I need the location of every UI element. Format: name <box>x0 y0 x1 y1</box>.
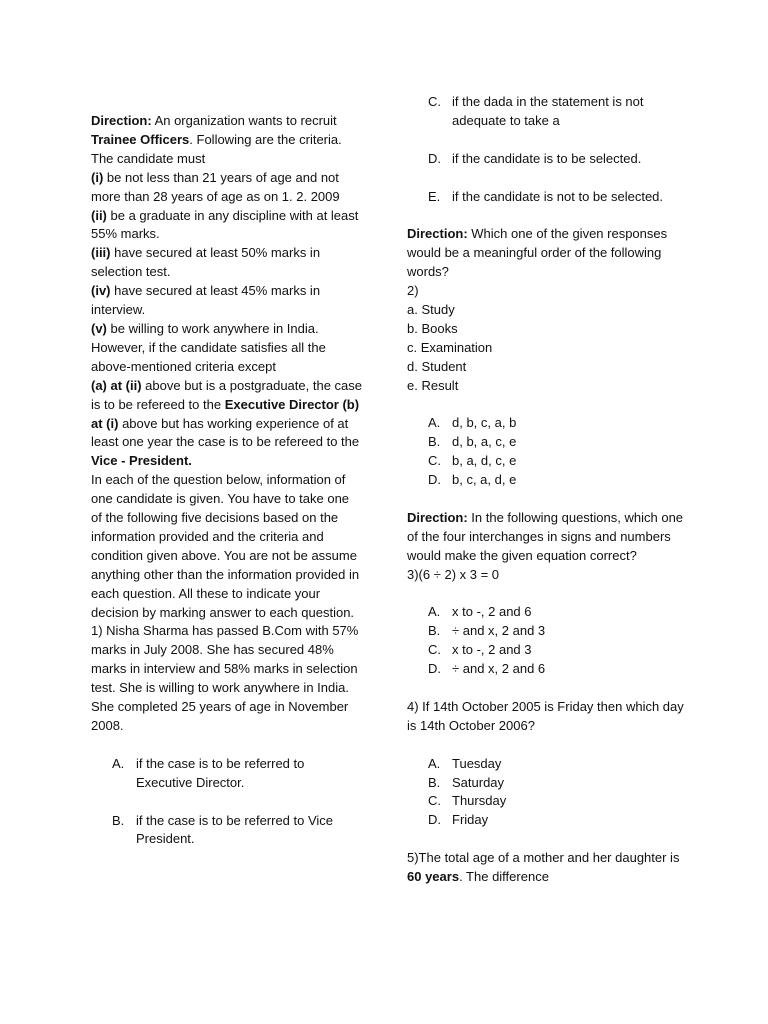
criterion-item: (ii) be a graduate in any discipline with at least 55% marks. <box>91 207 359 242</box>
word-item: c. Examination <box>407 339 493 355</box>
option-item: D. ÷ and x, 2 and 6 <box>428 661 546 677</box>
option-item: B. if the case is to be referred to Vice President. <box>112 812 334 847</box>
option-item: C. Thursday <box>428 793 507 809</box>
exception-paragraph: (a) at (ii) above but is a postgraduate, the case is to be refereed to the Executive Director (b) at (i) above but has working experience of at least one year the case is to be refereed to the Vice - President. <box>91 377 362 469</box>
option-item: B. d, b, a, c, e <box>428 434 517 450</box>
q4-options <box>407 755 687 831</box>
word-item: b. Books <box>407 320 458 336</box>
criterion-item: (i) be not less than 21 years of age and not more than 28 years of age as on 1. 2. 2009 <box>91 169 340 204</box>
direction-paragraph: Direction: An organization wants to recruit Trainee Officers. Following are the criteria. <box>91 113 342 147</box>
question-5: 5)The total age of a mother and her daughter is 60 years. The difference <box>407 850 680 885</box>
direction-paragraph-2: Direction: Which one of the given responses would be a meaningful order of the following words? <box>407 226 668 280</box>
word-item: a. Study <box>407 301 455 317</box>
q2-options <box>407 414 687 490</box>
criterion-item: (v) be willing to work anywhere in India. <box>91 320 319 336</box>
option-item: D. b, c, a, d, e <box>428 472 517 488</box>
criterion-item: (iv) have secured at least 45% marks in interview. <box>91 283 321 318</box>
option-item: B. ÷ and x, 2 and 3 <box>428 623 546 639</box>
direction-label: Direction: <box>91 113 152 128</box>
q3-options <box>407 603 687 679</box>
q1-options-continued <box>407 93 687 206</box>
option-item: A. Tuesday <box>428 755 502 771</box>
option-item: D. Friday <box>428 812 489 828</box>
question-2-number: 2) <box>407 283 419 299</box>
direction-paragraph-3: Direction: In the following questions, which one of the four interchanges in signs and numbers would make the given equation correct? <box>407 509 684 563</box>
instructions-text: In each of the question below, information of one candidate is given. You have to take one of the following five decisions based on the information provided and the criteria and condition given above. You are not be assume anything other than the information provided in each question. All these to indicate your decision by marking answer to each question. <box>91 472 360 620</box>
option-item: C. x to -, 2 and 3 <box>428 642 532 658</box>
question-4: 4) If 14th October 2005 is Friday then which day is 14th October 2006? <box>407 698 684 733</box>
option-item: A. x to -, 2 and 6 <box>428 604 532 620</box>
option-item: D. if the candidate is to be selected. <box>428 150 642 166</box>
word-item: e. Result <box>407 377 459 393</box>
option-item: E. if the candidate is not to be selected. <box>428 188 664 204</box>
criterion-item: (iii) have secured at least 50% marks in selection test. <box>91 245 321 280</box>
candidate-must: The candidate must <box>91 150 206 166</box>
option-item: A. d, b, c, a, b <box>428 415 517 431</box>
word-item: d. Student <box>407 358 467 374</box>
option-item: A. if the case is to be referred to Executive Director. <box>112 755 305 790</box>
option-item: B. Saturday <box>428 774 505 790</box>
left-column <box>91 112 363 849</box>
option-item: C. if the dada in the statement is not adequate to take a <box>428 94 644 128</box>
question-3: 3)(6 ÷ 2) x 3 = 0 <box>407 566 500 582</box>
right-column <box>407 93 687 887</box>
question-1: 1) Nisha Sharma has passed B.Com with 57% marks in July 2008. She has secured 48% marks in interview and 58% marks in selection test. She is willing to work anywhere in India. She completed 25 years of age in November 2008. <box>91 623 359 733</box>
however-text: However, if the candidate satisfies all the above-mentioned criteria except <box>91 339 326 374</box>
q1-options <box>91 755 363 850</box>
option-item: C. b, a, d, c, e <box>428 453 517 469</box>
